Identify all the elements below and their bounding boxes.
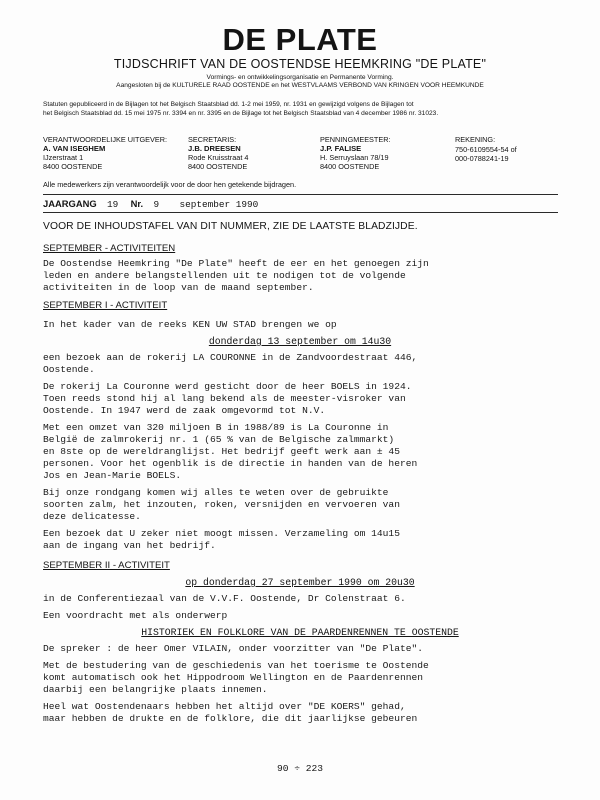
nr-value: 9 — [153, 199, 160, 210]
uitgever-address-1: IJzerstraat 1 — [43, 153, 84, 162]
paragraph-line: maar hebben de drukte en de folklore, die dit jaarlijkse gebeuren — [43, 713, 418, 724]
masthead-line-2: Aangesloten bij de KULTURELE RAAD OOSTENDE en het WESTVLAAMS VERBOND VAN KRINGEN VOOR HEEMKUNDE — [116, 82, 484, 89]
rekening-line-2: 000-0788241-19 — [455, 154, 509, 163]
penningmeester-address-1: H. Serruyslaan 78/19 — [320, 153, 389, 162]
date-september-ii: op donderdag 27 september 1990 om 20u30 — [185, 577, 415, 588]
intro-line: De Oostendse Heemkring "De Plate" heeft de eer en het genoegen zijn — [43, 258, 429, 269]
voordracht-line: Een voordracht met als onderwerp — [43, 610, 228, 621]
location-line: in de Conferentiezaal van de V.V.F. Oostende, Dr Colenstraat 6. — [43, 593, 406, 604]
spreker-line: De spreker : de heer Omer VILAIN, onder voorzitter van "De Plate". — [43, 643, 423, 654]
statuten-line-2: het Belgisch Staatsblad dd. 15 mei 1975 nr. 3394 en nr. 3395 en de Bijlage tot het Belgisch Staatsblad van 4 december 1986 nr. 31023. — [43, 110, 439, 117]
paragraph-line: Bij onze rondgang komen wij alles te weten over de gebruikte — [43, 487, 389, 498]
issue-date: september 1990 — [179, 199, 259, 210]
paragraph-line: Toen reeds stond hij al lang bekend als de meester-visroker van — [43, 393, 406, 404]
disclaimer: Alle medewerkers zijn verantwoordelijk voor de door hen getekende bijdragen. — [43, 180, 297, 189]
paragraph-line: komt automatisch ook het Hippodroom Wellington en de Paardenrennen — [43, 672, 423, 683]
intro-line: activiteiten in de loop van de maand september. — [43, 282, 314, 293]
statuten-line-1: Statuten gepubliceerd in de Bijlagen tot het Belgisch Staatsblad dd. 1-2 mei 1959, nr. 1931 en gewijzigd volgens de Bijlagen tot — [43, 101, 414, 108]
paragraph-line: Met een omzet van 320 miljoen B in 1988/89 is La Couronne in — [43, 422, 389, 433]
secretaris-name: J.B. DREESEN — [188, 144, 241, 153]
kader-line: In het kader van de reeks KEN UW STAD brengen we op — [43, 319, 337, 330]
uitgever-address-2: 8400 OOSTENDE — [43, 162, 103, 171]
paragraph-line: deze delicatesse. — [43, 511, 141, 522]
header-rule-bottom — [43, 212, 558, 213]
paragraph-line: soorten zalm, het inzouten, roken, versnijden en vervoeren van — [43, 499, 400, 510]
paragraph-line: Een bezoek dat U zeker niet moogt missen. Verzameling om 14u15 — [43, 528, 400, 539]
paragraph-line: België de zalmrokerij nr. 1 (65 % van de Belgische zalmmarkt) — [43, 434, 395, 445]
paragraph-line: Heel wat Oostendenaars hebben het altijd over "DE KOERS" gehad, — [43, 701, 406, 712]
bezoek-line: Oostende. — [43, 364, 95, 375]
paragraph-line: Met de bestudering van de geschiedenis van het toerisme te Oostende — [43, 660, 429, 671]
journal-subtitle: TIJDSCHRIFT VAN DE OOSTENDSE HEEMKRING "DE PLATE" — [113, 57, 487, 71]
paragraph-line: Oostende. In 1947 werd de zaak omgevormd tot N.V. — [43, 405, 326, 416]
paragraph-line: aan de ingang van het bedrijf. — [43, 540, 216, 551]
journal-title: DE PLATE — [222, 22, 378, 57]
masthead-line-1: Vormings- en ontwikkelingsorganisatie en Permanente Vorming. — [206, 74, 394, 81]
jaargang-value: 19 — [107, 199, 119, 210]
page-number: 90 ÷ 223 — [276, 763, 324, 774]
heading-september-ii: SEPTEMBER II - ACTIVITEIT — [43, 560, 170, 571]
bezoek-line: een bezoek aan de rokerij LA COURONNE in de Zandvoordestraat 446, — [43, 352, 418, 363]
rekening-line-1: 750-6109554-54 of — [455, 145, 517, 154]
rekening-role: REKENING: — [455, 135, 496, 144]
penningmeester-address-2: 8400 OOSTENDE — [320, 162, 380, 171]
header-rule-top — [43, 194, 558, 195]
uitgever-role: VERANTWOORDELIJKE UITGEVER: — [43, 135, 168, 144]
issue-line — [43, 198, 258, 210]
paragraph-line: daarbij een belangrijke plaats innemen. — [43, 684, 268, 695]
jaargang-label: JAARGANG — [43, 198, 97, 209]
secretaris-address-1: Rode Kruisstraat 4 — [188, 153, 249, 162]
penningmeester-name: J.P. FALISE — [320, 144, 362, 153]
secretaris-role: SECRETARIS: — [188, 135, 237, 144]
lecture-topic: HISTORIEK EN FOLKLORE VAN DE PAARDENRENNEN TE OOSTENDE — [141, 627, 459, 638]
penningmeester-role: PENNINGMEESTER: — [320, 135, 391, 144]
heading-september-activiteiten: SEPTEMBER - ACTIVITEITEN — [43, 243, 176, 254]
toc-note: VOOR DE INHOUDSTAFEL VAN DIT NUMMER, ZIE DE LAATSTE BLADZIJDE. — [43, 221, 418, 232]
paragraph-line: Jos en Jean-Marie BOELS. — [43, 470, 182, 481]
date-september-i: donderdag 13 september om 14u30 — [208, 336, 392, 347]
intro-line: leden en andere belangstellenden uit te nodigen tot de volgende — [43, 270, 406, 281]
paragraph-line: personen. Voor het ogenblik is de directie in handen van de heren — [43, 458, 418, 469]
uitgever-name: A. VAN ISEGHEM — [43, 144, 106, 153]
paragraph-line: en 8ste op de wereldranglijst. Het bedrijf geeft werk aan ± 45 — [43, 446, 400, 457]
heading-september-i: SEPTEMBER I - ACTIVITEIT — [43, 300, 168, 311]
nr-label: Nr. — [130, 198, 144, 209]
paragraph-line: De rokerij La Couronne werd gesticht door de heer BOELS in 1924. — [43, 381, 412, 392]
secretaris-address-2: 8400 OOSTENDE — [188, 162, 248, 171]
